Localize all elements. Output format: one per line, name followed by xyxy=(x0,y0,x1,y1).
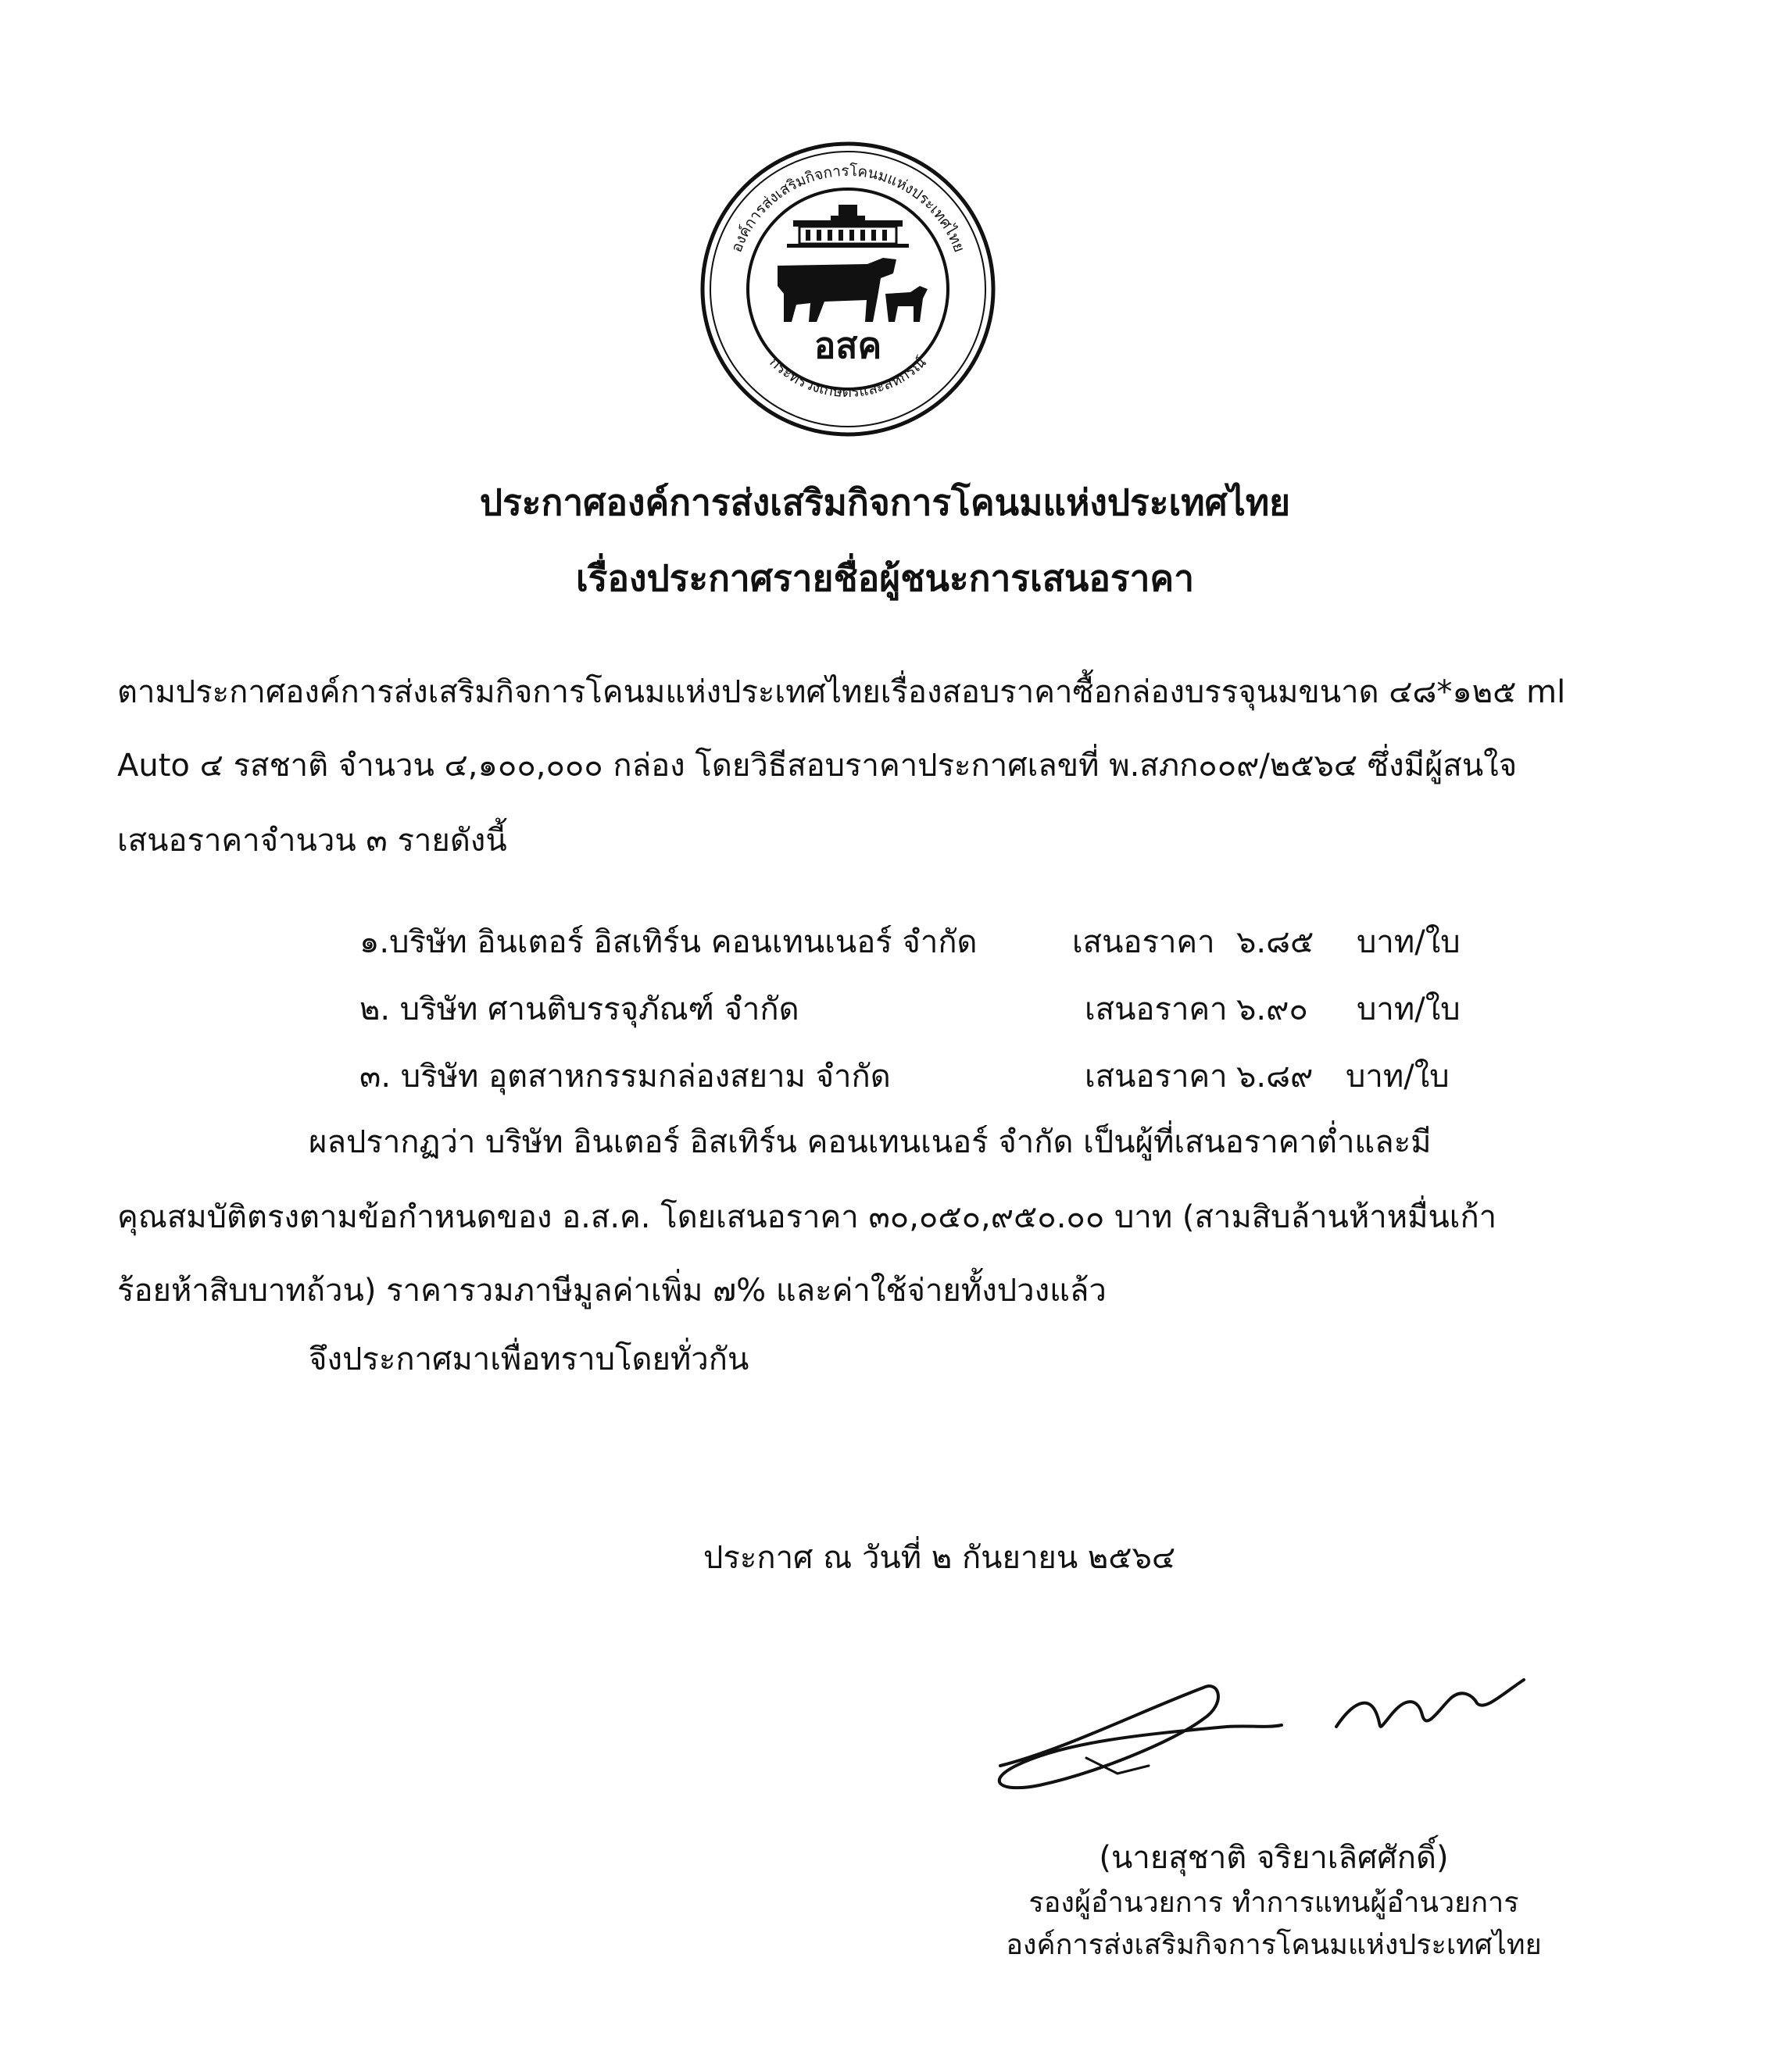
bid-unit: บาท/ใบ xyxy=(1357,924,1461,960)
announcement-title: ประกาศองค์การส่งเสริมกิจการโคนมแห่งประเทศไทย xyxy=(479,481,1291,523)
intro-line-2: Auto ๔ รสชาติ จำนวน ๔,๑๐๐,๐๐๐ กล่อง โดยวิธีสอบราคาประกาศเลขที่ พ.สภก๐๐๙/๒๕๖๔ ซึ่งมีผู้สนใจ xyxy=(117,748,1518,784)
bid-label: เสนอราคา xyxy=(1085,991,1228,1027)
signatory-position-2: องค์การส่งเสริมกิจการโคนมแห่งประเทศไทย xyxy=(1006,1929,1542,1961)
cow-icon xyxy=(778,258,928,322)
seal-text-top: องค์การส่งเสริมกิจการโคนมแห่งประเทศไทย xyxy=(728,162,968,255)
organization-seal xyxy=(699,141,996,438)
closing-line: จึงประกาศมาเพื่อทราบโดยทั่วกัน xyxy=(309,1341,749,1377)
announcement-subject: เรื่องประกาศรายชื่อผู้ชนะการเสนอราคา xyxy=(575,557,1195,599)
bid-unit: บาท/ใบ xyxy=(1346,1059,1450,1095)
intro-line-1: ตามประกาศองค์การส่งเสริมกิจการโคนมแห่งประเทศไทยเรื่องสอบราคาซื้อกล่องบรรจุนมขนาด ๔๘*๑๒๕ ml xyxy=(117,674,1566,710)
signatory-position-1: รองผู้อำนวยการ ทำการแทนผู้อำนวยการ xyxy=(1028,1887,1519,1919)
signatory-name: (นายสุชาติ จริยาเลิศศักดิ์) xyxy=(1099,1840,1449,1876)
bid-price: ๖.๙๐ xyxy=(1236,991,1308,1027)
seal-inner-text: อสค xyxy=(813,324,882,366)
bid-company: ๑.บริษัท อินเตอร์ อิสเทิร์น คอนเทนเนอร์ จำกัด xyxy=(359,924,978,960)
seal-text-bottom: กระทรวงเกษตรและสหกรณ์ xyxy=(766,353,930,401)
bid-company: ๒. บริษัท ศานติบรรจุภัณฑ์ จำกัด xyxy=(359,991,799,1027)
intro-line-3: เสนอราคาจำนวน ๓ รายดังนี้ xyxy=(117,823,507,859)
bid-price: ๖.๘๙ xyxy=(1236,1059,1314,1095)
result-line-2: คุณสมบัติตรงตามข้อกำหนดของ อ.ส.ค. โดยเสนอราคา ๓๐,๐๕๐,๙๕๐.๐๐ บาท (สามสิบล้านห้าหมื่นเก้า xyxy=(117,1199,1497,1235)
bid-unit: บาท/ใบ xyxy=(1357,991,1461,1027)
bid-label: เสนอราคา xyxy=(1072,924,1215,960)
announcement-date: ประกาศ ณ วันที่ ๒ กันยายน ๒๕๖๔ xyxy=(703,1540,1176,1576)
bid-company: ๓. บริษัท อุตสาหกรรมกล่องสยาม จำกัด xyxy=(359,1059,891,1095)
bid-price: ๖.๘๕ xyxy=(1236,924,1314,960)
result-line-1: ผลปรากฏว่า บริษัท อินเตอร์ อิสเทิร์น คอนเทนเนอร์ จำกัด เป็นผู้ที่เสนอราคาต่ำและมี xyxy=(309,1124,1432,1160)
signature-image xyxy=(969,1656,1547,1813)
result-line-3: ร้อยห้าสิบบาทถ้วน) ราคารวมภาษีมูลค่าเพิ่ม ๗% และค่าใช้จ่ายทั้งปวงแล้ว xyxy=(117,1273,1107,1309)
bid-label: เสนอราคา xyxy=(1085,1059,1228,1095)
building-icon xyxy=(787,205,909,248)
